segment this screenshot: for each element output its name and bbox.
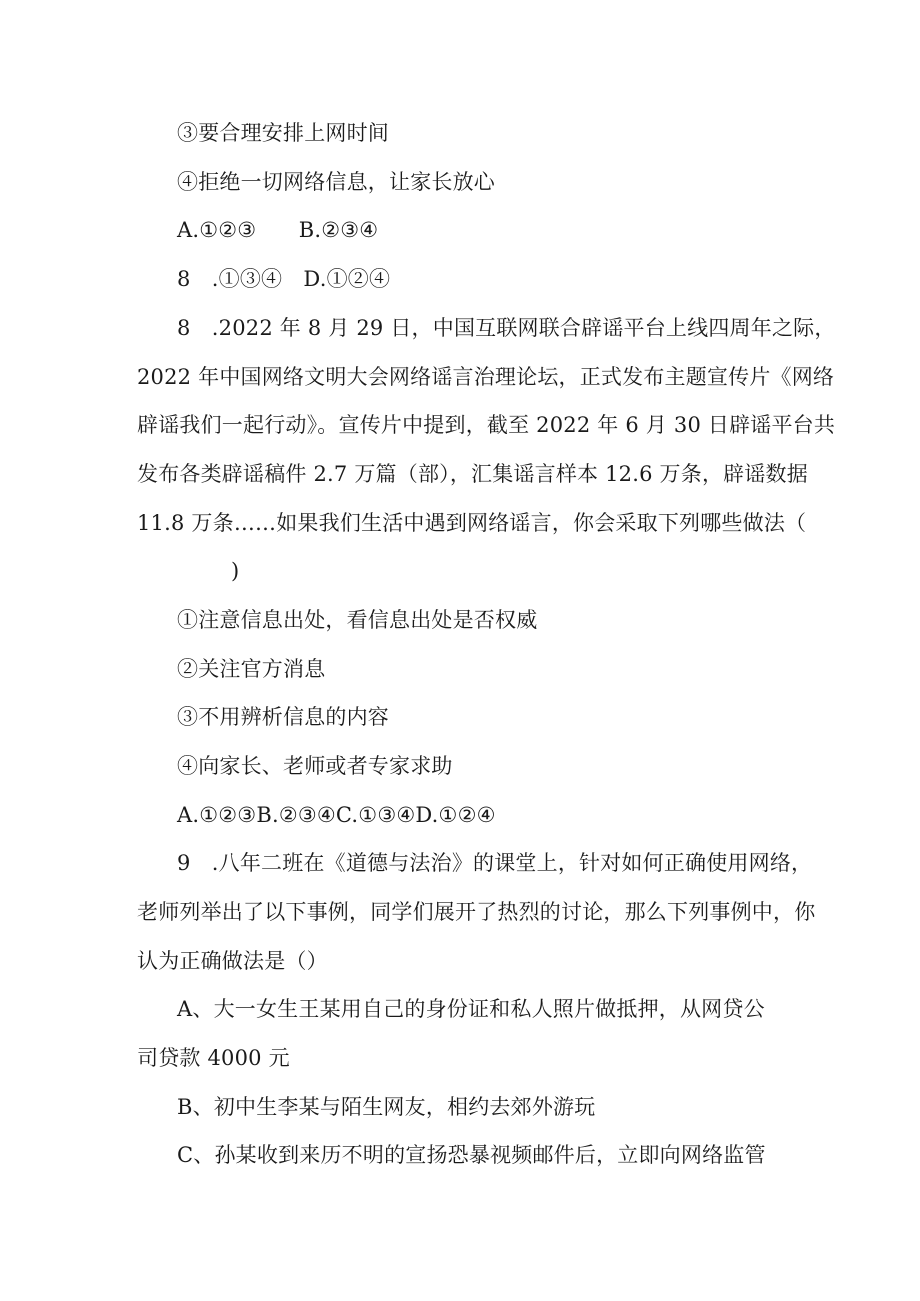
- question-8-option-1: ①注意信息出处，看信息出处是否权威: [177, 608, 538, 632]
- answer-choices-ab: A.①②③ B.②③④: [177, 218, 379, 242]
- answer-choices-cd: 8 .①③④ D.①②④: [177, 267, 391, 291]
- question-8-option-2: ②关注官方消息: [177, 657, 326, 681]
- question-9-text-line-1: 9 .八年二班在《道德与法治》的课堂上，针对如何正确使用网络，: [177, 851, 813, 875]
- option-line-3: ③要合理安排上网时间: [177, 121, 389, 145]
- question-8-answer-choices: A.①②③B.②③④C.①③④D.①②④: [177, 803, 496, 827]
- question-9-option-c-line-1: C、孙某收到来历不明的宣扬恐暴视频邮件后，立即向网络监管: [177, 1143, 766, 1167]
- question-8-option-4: ④向家长、老师或者专家求助: [177, 754, 453, 778]
- question-9-text-line-2: 老师列举出了以下事例，同学们展开了热烈的讨论，那么下列事例中，你: [137, 900, 816, 924]
- question-9-text-line-3: 认为正确做法是（）: [137, 949, 328, 973]
- question-9-option-a-line-1: A、大一女生王某用自己的身份证和私人照片做抵押，从网贷公: [177, 997, 765, 1021]
- question-8-bracket-close: ): [231, 559, 240, 583]
- question-8-text-line-4: 发布各类辟谣稿件 2.7 万篇（部），汇集谣言样本 12.6 万条，辟谣数据: [137, 462, 808, 486]
- question-9-option-a-line-2: 司贷款 4000 元: [137, 1046, 290, 1070]
- question-8-text-line-1: 8 .2022 年 8 月 29 日，中国互联网联合辟谣平台上线四周年之际，: [177, 316, 836, 340]
- option-line-4: ④拒绝一切网络信息，让家长放心: [177, 170, 495, 194]
- question-8-text-line-5: 11.8 万条……如果我们生活中遇到网络谣言，你会采取下列哪些做法（: [137, 511, 807, 535]
- question-8-text-line-2: 2022 年中国网络文明大会网络谣言治理论坛，正式发布主题宣传片《网络: [137, 365, 835, 389]
- question-8-option-3: ③不用辨析信息的内容: [177, 705, 389, 729]
- question-8-text-line-3: 辟谣我们一起行动》。宣传片中提到，截至 2022 年 6 月 30 日辟谣平台共: [137, 413, 836, 437]
- question-9-option-b: B、初中生李某与陌生网友，相约去郊外游玩: [177, 1095, 596, 1119]
